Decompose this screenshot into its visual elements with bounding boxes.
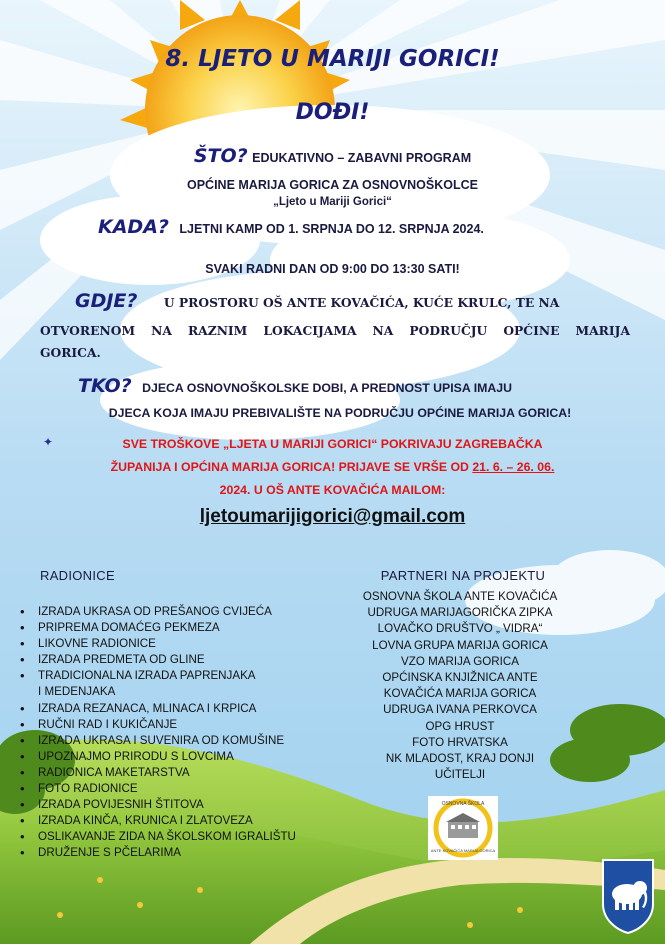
sto-line2: OPĆINE MARIJA GORICA ZA OSNOVNOŠKOLCE [187,178,478,192]
workshops-list [20,604,350,862]
partner-item: OSNOVNA ŠKOLA ANTE KOVAČIĆA [362,590,558,603]
gdje-label: GDJE? [75,290,138,312]
partner-item: KOVAČIĆA MARIJA GORICA [383,687,537,701]
notice-line3: 2024. U OŠ ANTE KOVAČIĆA MAILOM: [219,483,446,497]
workshop-item: • OSLIKAVANJE ZIDA NA ŠKOLSKOM IGRALIŠTU [20,829,350,845]
tko-line1: DJECA OSNOVNOŠKOLSKE DOBI, A PREDNOST UPISA IMAJU [142,381,512,395]
sto-label: ŠTO? [193,145,248,167]
school-logo [428,796,498,860]
kada-line1: LJETNI KAMP OD 1. SRPNJA DO 12. SRPNJA 2024. [179,222,484,236]
gdje-line3: GORICA. [40,345,101,360]
partner-item: NK MLADOST, KRAJ DONJI [385,752,535,766]
workshops-title: RADIONICE [40,568,115,583]
school-logo-bottom-text: ANTE KOVAČIĆA MARIJA GORICA [430,848,496,853]
workshop-item: • PRIPREMA DOMAĆEG PEKMEZA [20,620,350,636]
sto-line3: „Ljeto u Mariji Gorici“ [273,196,392,208]
workshop-item: • IZRADA REZANACA, MLINACA I KRPICA [20,701,350,717]
gdje-line2: OTVORENOM NA RAZNIM LOKACIJAMA NA PODRUČJU OPĆINE MARIJA [40,323,630,338]
workshop-item: • IZRADA UKRASA OD PREŠANOG CVIJEĆA [20,604,350,620]
partner-item: UČITELJI [434,768,486,782]
notice-line2 [0,460,665,474]
partner-item: OPG HRUST [425,719,495,733]
partner-item: UDRUGA IVANA PERKOVCA [383,703,537,717]
partner-item: FOTO HRVATSKA [412,735,508,749]
sto-section [0,145,665,167]
kada-line2: SVAKI RADNI DAN OD 9:00 DO 13:30 SATI! [205,262,460,276]
workshop-item: • DRUŽENJE S PČELARIMA [20,845,350,861]
workshop-item: • RADIONICA MAKETARSTVA [20,765,350,781]
partner-item: LOVAČKO DRUŠTVO „ VIDRA“ [377,622,543,636]
diamond-bullet-icon: ✦ [43,435,54,449]
sto-line1: EDUKATIVNO – ZABAVNI PROGRAM [252,151,472,165]
notice-dates: 21. 6. – 26. 06. [472,460,555,474]
tko-line2: DJECA KOJA IMAJU PREBIVALIŠTE NA PODRUČJU OPĆINE MARIJA GORICA! [108,406,572,420]
workshop-item: • IZRADA KINČA, KRUNICA I ZLATOVEZA [20,813,350,829]
school-logo-top-text: OSNOVNA ŠKOLA [441,801,485,807]
workshop-item: • TRADICIONALNA IZRADA PAPRENJAKA [20,668,350,684]
workshop-item: • LIKOVNE RADIONICE [20,636,350,652]
workshop-item: • IZRADA PREDMETA OD GLINE [20,652,350,668]
workshop-item: • IZRADA UKRASA I SUVENIRA OD KOMUŠINE [20,733,350,749]
workshop-item: I MEDENJAKA [38,685,116,699]
partner-item: LOVNA GRUPA MARIJA GORICA [372,638,548,652]
tko-section [78,375,512,397]
notice-line1: SVE TROŠKOVE „LJETA U MARIJI GORICI“ POKRIVAJU ZAGREBAČKA [122,437,543,451]
kada-section [98,216,484,238]
coat-of-arms-icon [601,858,655,934]
partners-title: PARTNERI NA PROJEKTU [380,568,546,583]
poster-title: 8. LJETO U MARIJI GORICI! [165,46,500,72]
workshop-item: • IZRADA POVIJESNIH ŠTITOVA [20,797,350,813]
partner-item: OPĆINSKA KNJIŽNICA ANTE [382,671,538,685]
workshop-item: • FOTO RADIONICE [20,781,350,797]
partner-item: VZO MARIJA GORICA [401,654,519,668]
gdje-section [75,290,559,312]
partners-list [340,589,580,783]
workshop-item: • RUČNI RAD I KUKIČANJE [20,717,350,733]
email-link[interactable]: ljetoumarijigorici@gmail.com [199,506,466,527]
partner-item: UDRUGA MARIJAGORIČKA ZIPKA [367,606,553,620]
notice-line2a: ŽUPANIJA I OPĆINA MARIJA GORICA! PRIJAVE SE VRŠE OD [110,460,473,474]
tko-label: TKO? [78,375,132,397]
kada-label: KADA? [98,216,169,238]
dodi-heading: DOĐI! [295,100,370,125]
workshop-item: • UPOZNAJMO PRIRODU S LOVCIMA [20,749,350,765]
gdje-line1: U PROSTORU OŠ ANTE KOVAČIĆA, KUĆE KRULC, TE NA [163,295,560,310]
